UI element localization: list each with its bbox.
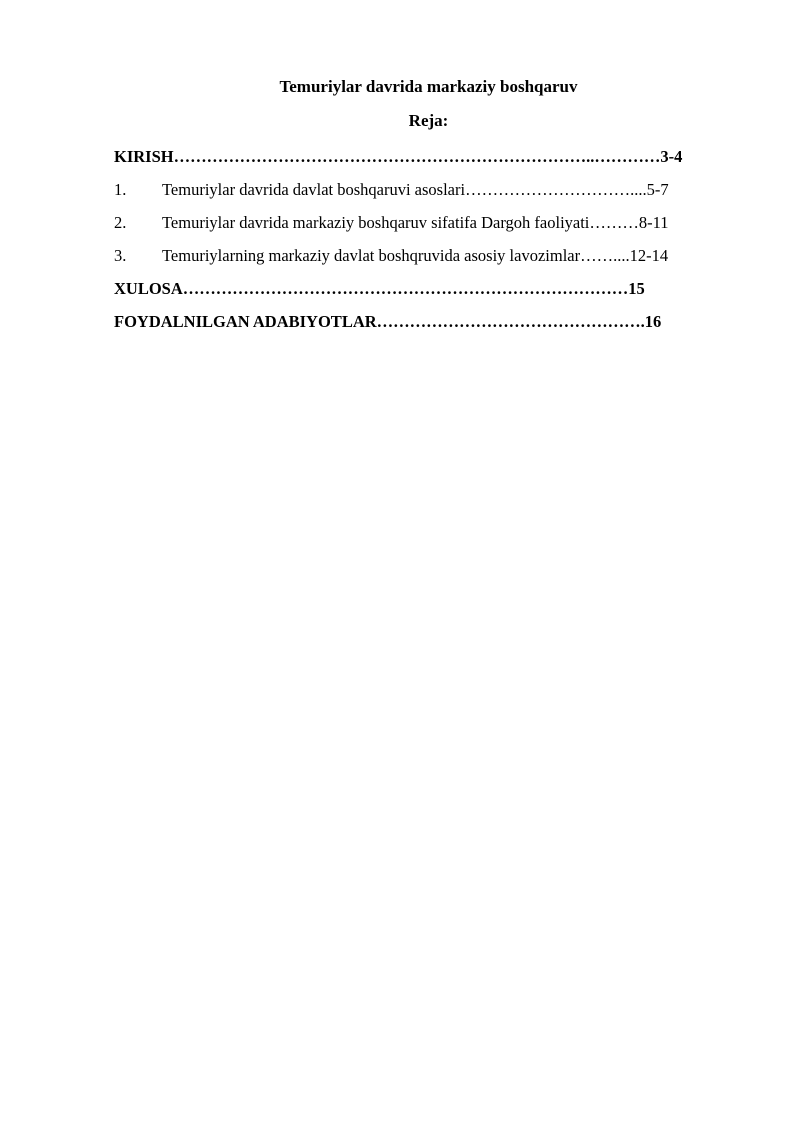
toc-entry-text: Temuriylar davrida davlat boshqaruvi asoslari…………………………....5-7 [162,180,669,199]
toc-entry-text: KIRISH…………………………………………………………………..…………3-4 [114,147,683,166]
toc-entry-1 [114,173,742,206]
plan-heading: Reja: [408,111,449,130]
toc-entry-text: FOYDALNILGAN ADABIYOTLAR………………………………………….16 [114,312,662,331]
toc-entry-2 [114,206,742,239]
document-title: Temuriylar davrida markaziy boshqaruv [279,77,578,96]
table-of-contents [114,140,742,338]
toc-entry-adabiyotlar [114,305,742,338]
toc-entry-kirish [114,140,742,173]
toc-entry-text: XULOSA………………………………………………………………………15 [114,279,645,298]
toc-entry-text: Temuriylarning markaziy davlat boshqruvida asosiy lavozimlar……....12-14 [162,246,669,265]
toc-entry-number: 3. [114,246,127,265]
toc-entry-number: 1. [114,180,127,199]
toc-entry-text: Temuriylar davrida markaziy boshqaruv sifatifa Dargoh faoliyati………8-11 [162,213,669,232]
toc-entry-3 [114,239,742,272]
toc-entry-xulosa [114,272,742,305]
toc-entry-number: 2. [114,213,127,232]
